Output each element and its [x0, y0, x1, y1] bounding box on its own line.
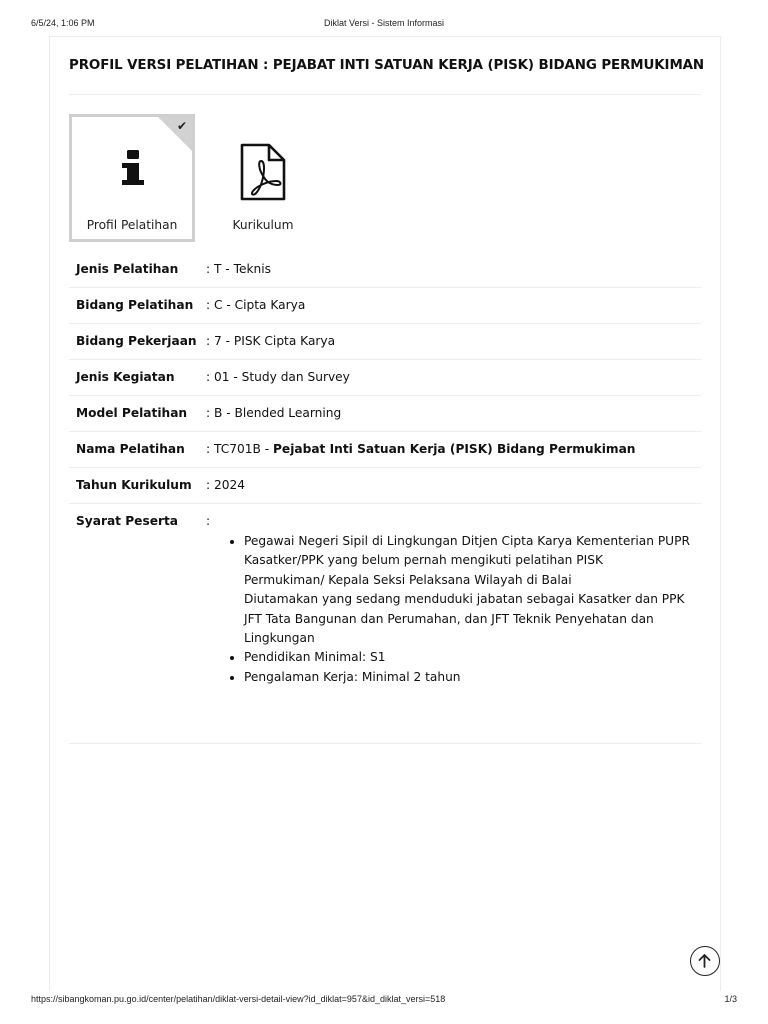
info-row-bidang-pekerjaan: [69, 325, 701, 360]
training-info-table: [69, 253, 701, 505]
info-row-jenis-pelatihan: [69, 253, 701, 288]
info-value: : T - Teknis: [206, 262, 271, 276]
info-value: [206, 442, 635, 456]
print-window-title: Diklat Versi - Sistem Informasi: [323, 18, 445, 28]
info-value: : 01 - Study dan Survey: [206, 370, 350, 384]
arrow-up-circle-icon: [691, 947, 718, 974]
info-row-bidang-pelatihan: [69, 289, 701, 324]
info-label: Jenis Kegiatan: [76, 370, 175, 384]
info-label: Bidang Pekerjaan: [76, 334, 197, 348]
tile-label: Kurikulum: [232, 218, 294, 232]
info-label: Model Pelatihan: [76, 406, 188, 420]
info-value-prefix: : TC701B -: [206, 442, 273, 456]
print-page-number: 1/3: [724, 994, 737, 1004]
info-label: Bidang Pelatihan: [76, 298, 194, 312]
info-row-model-pelatihan: [69, 397, 701, 432]
info-label: Syarat Peserta: [76, 514, 179, 528]
print-footer: [0, 994, 768, 1008]
list-item-line: • Pendidikan Minimal: S1: [244, 650, 386, 665]
info-icon: [72, 143, 192, 195]
print-datetime: 6/5/24, 1:06 PM: [31, 18, 95, 28]
info-value: : B - Blended Learning: [206, 406, 342, 420]
info-row-nama-pelatihan: [69, 433, 701, 468]
list-item: [244, 668, 704, 687]
pdf-file-icon: [203, 143, 323, 205]
info-label: Jenis Pelatihan: [76, 262, 179, 276]
list-item-line: Kasatker/PPK yang belum pernah mengikuti pelatihan PISK: [244, 553, 603, 568]
print-header: [0, 18, 768, 32]
tab-kurikulum[interactable]: [200, 114, 326, 242]
page-title: PROFIL VERSI PELATIHAN : PEJABAT INTI SATUAN KERJA (PISK) BIDANG PERMUKIMAN: [69, 58, 705, 73]
list-item-line: Permukiman/ Kepala Seksi Pelaksana Wilayah di Balai: [244, 572, 572, 587]
list-item-line: Diutamakan yang sedang menduduki jabatan sebagai Kasatker dan PPK: [244, 592, 685, 607]
print-url: https://sibangkoman.pu.go.id/center/pelatihan/diklat-versi-detail-view?id_diklat=957&id_diklat_versi=518: [31, 994, 446, 1004]
checkmark-icon: ✔: [176, 119, 187, 133]
info-colon: :: [206, 514, 211, 528]
info-value: : C - Cipta Karya: [206, 298, 306, 312]
list-item-line: JFT Tata Bangunan dan Perumahan, dan JFT Teknik Penyehatan dan: [244, 611, 654, 626]
info-row-syarat-peserta: [69, 505, 701, 744]
scroll-top-button[interactable]: [690, 946, 720, 976]
list-item: [244, 532, 704, 648]
title-divider: [69, 94, 701, 95]
list-item: [244, 648, 704, 667]
info-value: : 7 - PISK Cipta Karya: [206, 334, 336, 348]
info-row-tahun-kurikulum: [69, 469, 701, 504]
list-item-line: • Pengalaman Kerja: Minimal 2 tahun: [244, 669, 461, 684]
list-item-line: Lingkungan: [244, 631, 315, 646]
tile-label: Profil Pelatihan: [86, 218, 178, 232]
info-label: Tahun Kurikulum: [76, 478, 192, 492]
info-value-bold: Pejabat Inti Satuan Kerja (PISK) Bidang Permukiman: [273, 442, 636, 456]
info-label: Nama Pelatihan: [76, 442, 185, 456]
requirements-list: [227, 532, 704, 687]
list-item-line: • Pegawai Negeri Sipil di Lingkungan Ditjen Cipta Karya Kementerian PUPR: [244, 534, 690, 548]
info-row-jenis-kegiatan: [69, 361, 701, 396]
info-value: : 2024: [206, 478, 245, 492]
tab-profil-pelatihan[interactable]: [69, 114, 195, 242]
